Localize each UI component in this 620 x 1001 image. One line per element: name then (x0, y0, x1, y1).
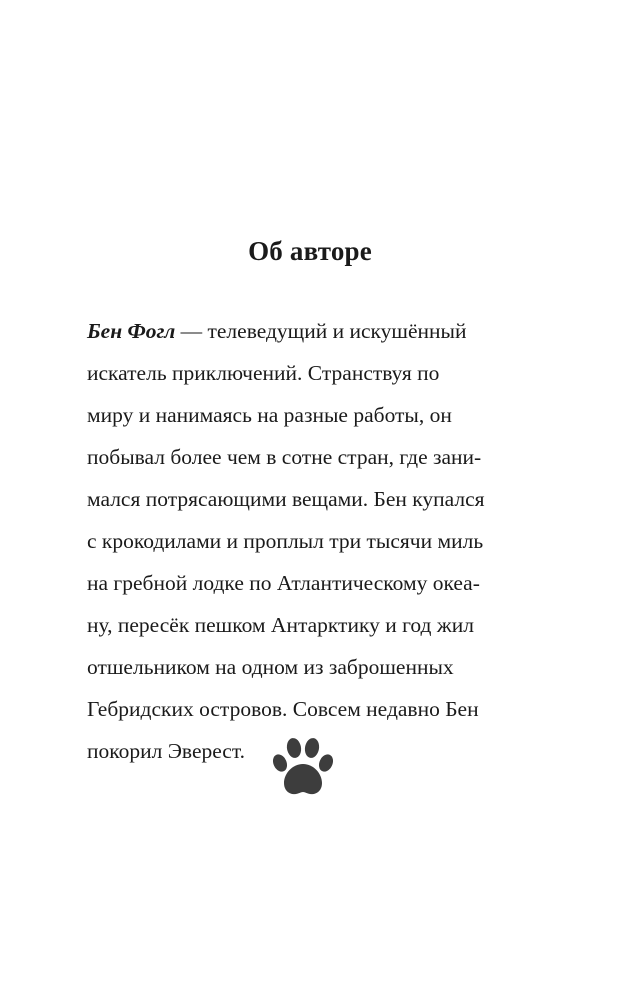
bio-line-9: отшельником на одном из заброшенных (87, 655, 454, 679)
author-bio (87, 310, 547, 772)
bio-line-4: побывал более чем в сотне стран, где зани- (87, 445, 482, 469)
paw-print-icon (270, 734, 336, 800)
bio-line-5: мался потрясающими вещами. Бен купался (87, 487, 485, 511)
bio-line-8: ну, пересёк пешком Антарктику и год жил (87, 613, 474, 637)
page-title: Об авторе (248, 236, 372, 266)
bio-line-11: покорил Эверест. (87, 739, 246, 763)
bio-line-10: Гебридских островов. Совсем недавно Бен (87, 697, 479, 721)
bio-line-1 (87, 310, 547, 352)
author-name: Бен Фогл (87, 319, 176, 343)
bio-line-3: миру и нанимаясь на разные работы, он (87, 403, 452, 427)
bio-line-2: искатель приключений. Странствуя по (87, 361, 440, 385)
bio-line-1-text: — телеведущий и искушённый (175, 319, 467, 343)
bio-line-7: на гребной лодке по Атлантическому океа- (87, 571, 480, 595)
bio-line-6: с крокодилами и проплыл три тысячи миль (87, 529, 484, 553)
